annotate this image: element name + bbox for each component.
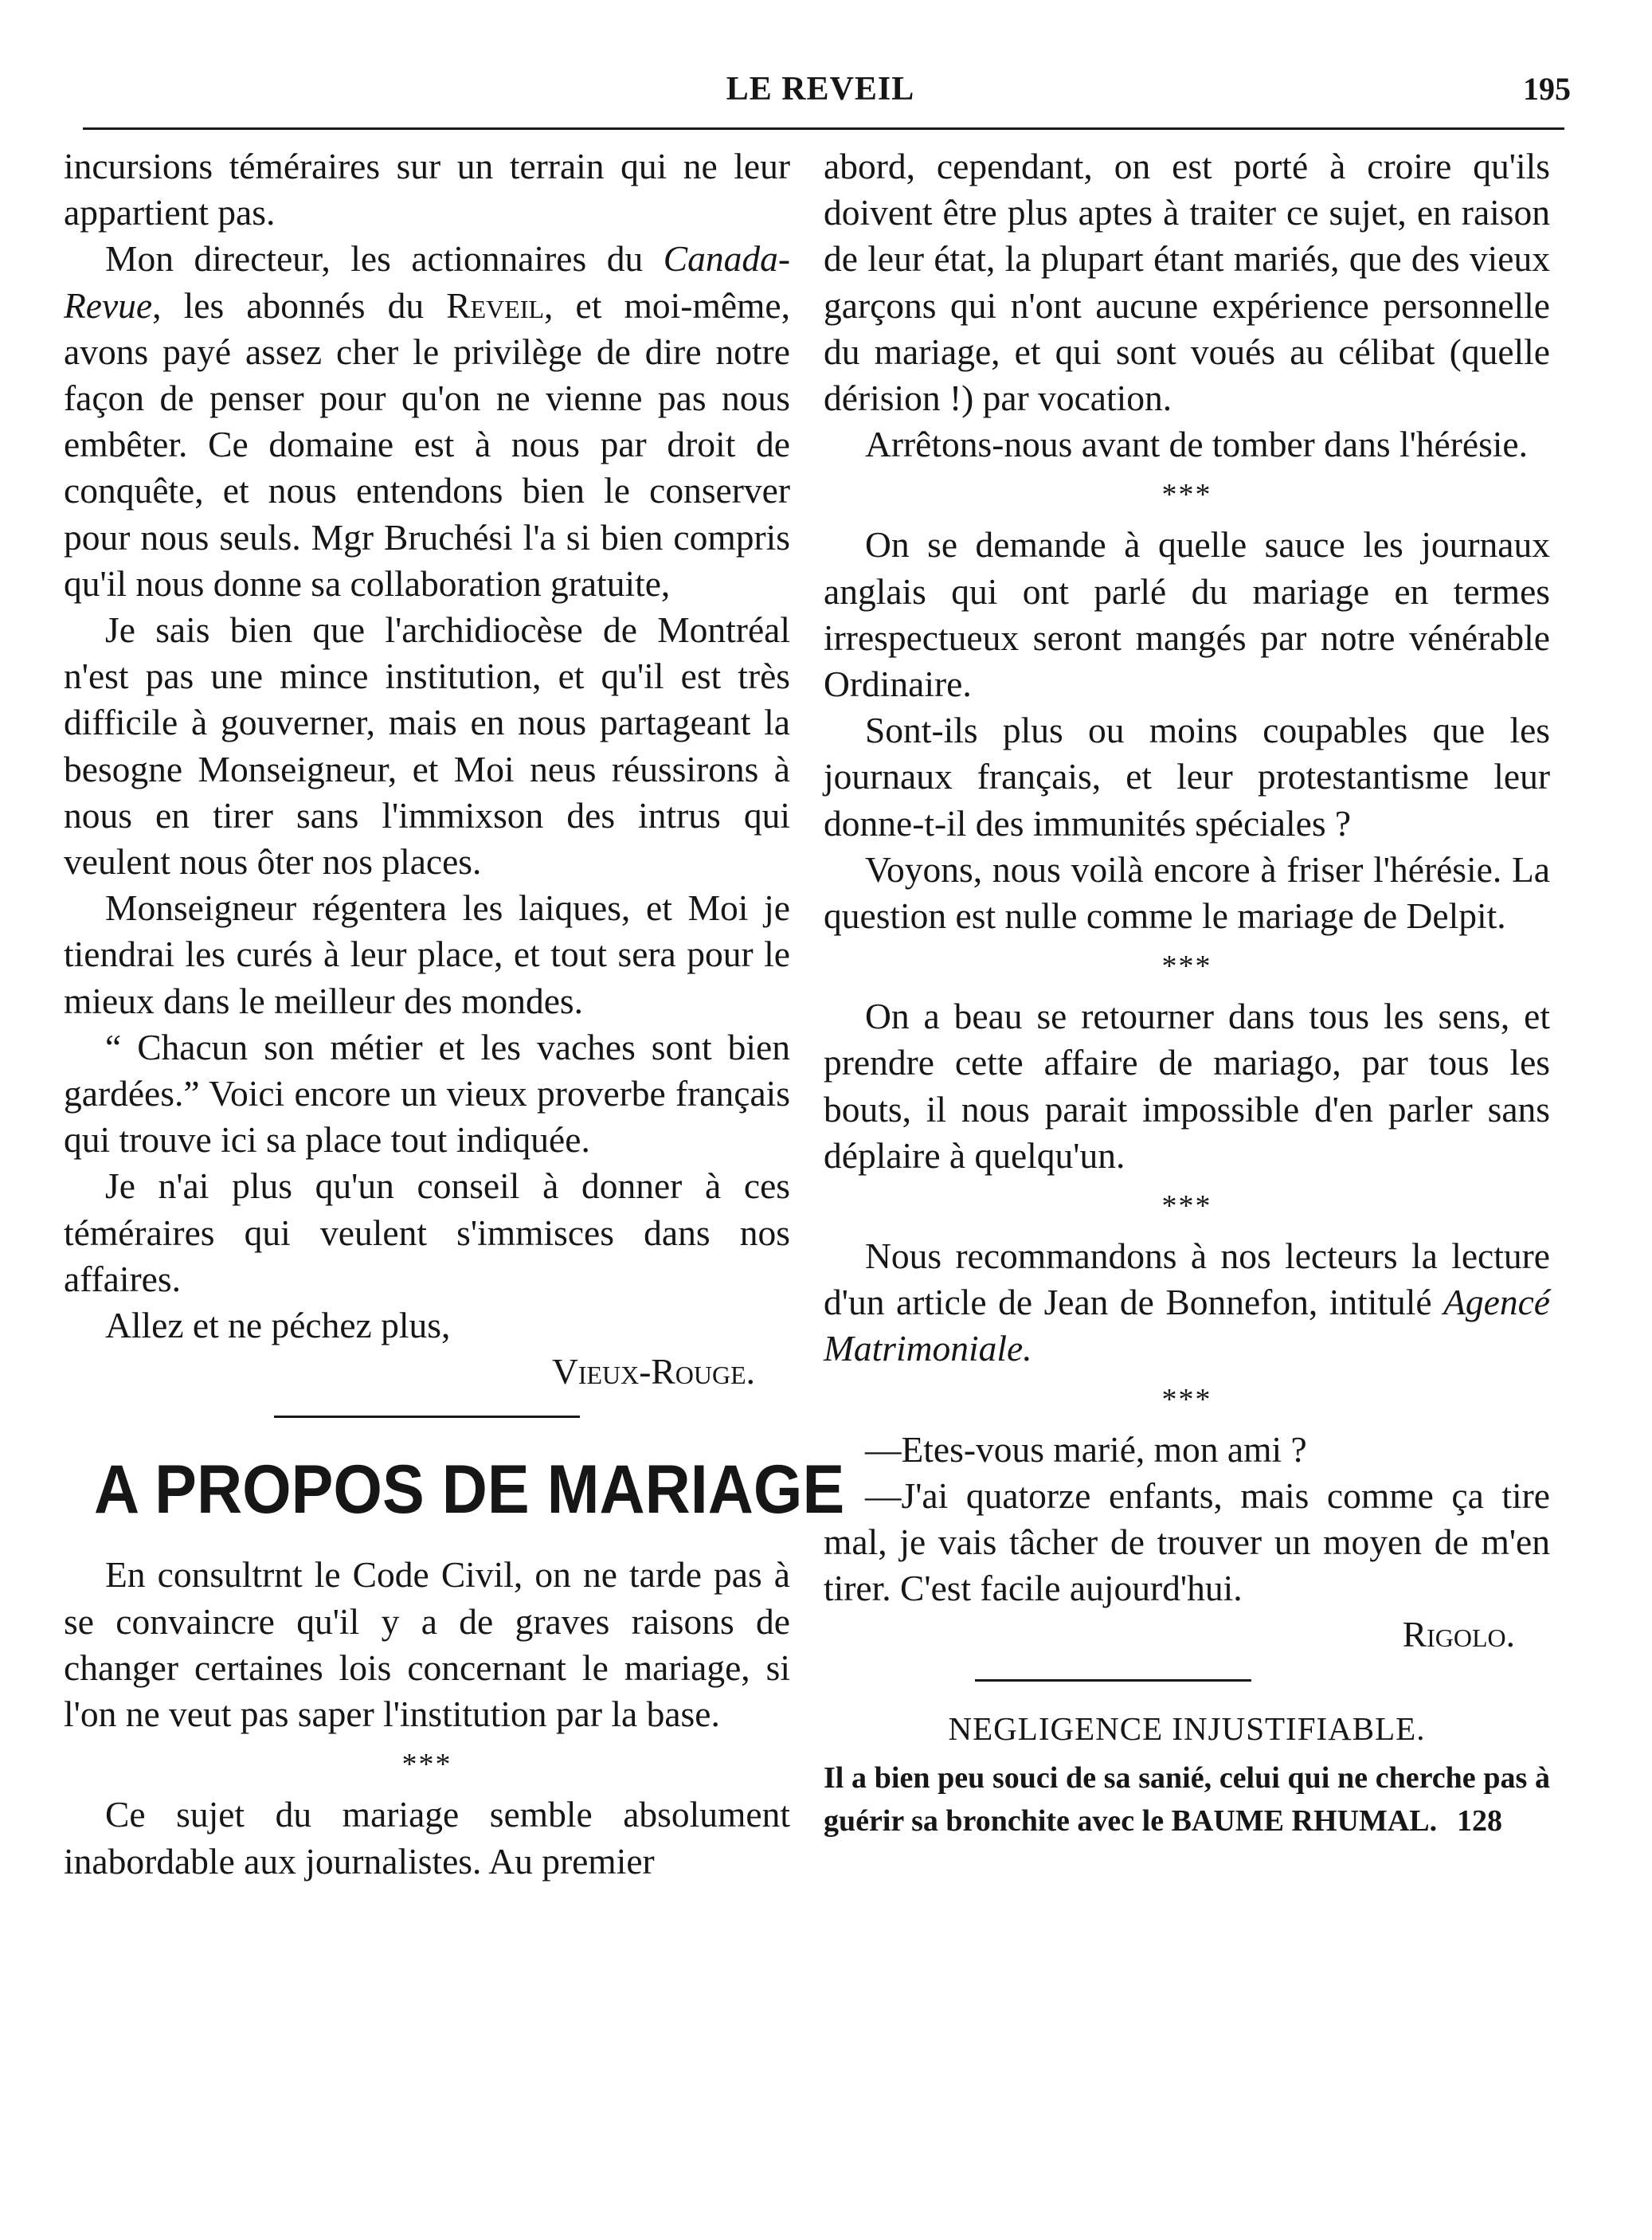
asterism: ***: [1161, 478, 1212, 512]
left-paragraph-6: Je n'ai plus qu'un conseil à donner à ces téméraires qui veulent s'immisces dans nos affaires.: [64, 1165, 790, 1299]
asterism: ***: [401, 1748, 452, 1782]
right-paragraph-3: On se demande à quelle sauce les journaux anglais qui ont parlé du mariage en termes irrespectueux seront mangés par notre vénérable Ordinaire.: [824, 524, 1550, 705]
publication-name: Canada-Revue: [64, 238, 790, 326]
article-title: Agencé Matrimoniale.: [824, 1282, 1550, 1369]
newspaper-name: Reveil: [446, 284, 545, 326]
running-header: [64, 70, 1577, 118]
right-signature: Rigolo.: [1402, 1614, 1515, 1655]
right-paragraph-1: abord, cependant, on est porté à croire qu'ils doivent être plus aptes à traiter ce sujet, en raison de leur état, la plupart étant mariés, que des vieux garçons qui n'ont aucune expérience personnelle du mariage, et qui sont voués au célibat (quelle dérision !) par vocation.: [824, 146, 1550, 419]
section-divider: [975, 1679, 1251, 1682]
advertisement-title: NEGLIGENCE INJUSTIFIABLE.: [948, 1709, 1426, 1747]
right-column: [824, 143, 1550, 1843]
left-paragraph-9: Ce sujet du mariage semble absolument inabordable aux journalistes. Au premier: [64, 1794, 790, 1882]
left-paragraph-5: “ Chacun son métier et les vaches sont bien gardées.” Voici encore un vieux proverbe français qui trouve ici sa place tout indiquée.: [64, 1026, 790, 1161]
right-paragraph-5: Voyons, nous voilà encore à friser l'hérésie. La question est nulle comme le mariage de Delpit.: [824, 848, 1550, 937]
left-column: [64, 143, 845, 1885]
section-divider: [274, 1416, 579, 1418]
right-paragraph-8: —Etes-vous marié, mon ami ?: [865, 1428, 1307, 1470]
left-paragraph-2-text-c: , et moi-même, avons payé assez cher le privilège de dire notre façon de penser pour qu'on ne vienne pas nous embêter. Ce domaine est à nous par droit de conquête, et nous entendons bien le conserver pour nous seuls. Mgr Bruchési l'a si bien compris qu'il nous donne sa collaboration gratuite,: [64, 284, 791, 604]
page-number: 195: [1523, 71, 1571, 107]
right-paragraph-6: On a beau se retourner dans tous les sens, et prendre cette affaire de mariago, par tous les bouts, il nous parait impossible d'en parler sans déplaire à quelqu'un.: [824, 996, 1550, 1176]
section-heading: A PROPOS DE MARIAGE: [94, 1451, 845, 1529]
left-paragraph-2: [64, 236, 790, 607]
running-title: LE REVEIL: [726, 71, 915, 108]
left-paragraph-2-text-a: Mon directeur, les actionnaires du: [105, 238, 664, 280]
right-paragraph-2: Arrêtons-nous avant de tomber dans l'hérésie.: [865, 424, 1528, 465]
advertisement-text: Il a bien peu souci de sa sanié, celui qui ne cherche pas à guérir sa bronchite avec le BAUME RHUMAL.: [824, 1760, 1550, 1838]
advertisement-code: 128: [1457, 1803, 1502, 1838]
left-paragraph-7: Allez et ne péchez plus,: [105, 1305, 451, 1346]
left-paragraph-4: Monseigneur régentera les laiques, et Moi je tiendrai les curés à leur place, et tout sera pour le mieux dans le meilleur des mondes.: [64, 887, 790, 1021]
header-rule: [83, 127, 1564, 130]
left-signature: Vieux-Rouge.: [551, 1351, 755, 1392]
asterism: ***: [1161, 1189, 1212, 1224]
asterism: ***: [1161, 950, 1212, 984]
left-paragraph-8: En consultrnt le Code Civil, on ne tarde pas à se convaincre qu'il y a de graves raisons de changer certaines lois concernant le mariage, si l'on ne veut pas saper l'institution par la base.: [64, 1554, 790, 1735]
right-paragraph-7: [824, 1233, 1550, 1373]
right-paragraph-9: —J'ai quatorze enfants, mais comme ça tire mal, je vais tâcher de trouver un moyen de m'en tirer. C'est facile aujourd'hui.: [824, 1474, 1550, 1609]
left-paragraph-3: Je sais bien que l'archidiocèse de Montréal n'est pas une mince institution, et qu'il est très difficile à gouverner, mais en nous partageant la besogne Monseigneur, et Moi neus réussirons à nous en tirer sans l'immixson des intrus qui veulent nous ôter nos places.: [64, 609, 790, 883]
right-paragraph-4: Sont-ils plus ou moins coupables que les journaux français, et leur protestantisme leur donne-t-il des immunités spéciales ?: [824, 710, 1550, 844]
right-paragraph-7-text: Nous recommandons à nos lecteurs la lecture d'un article de Jean de Bonnefon, intitulé: [824, 1236, 1550, 1323]
left-paragraph-2-text-b: , les abonnés du: [152, 284, 447, 326]
asterism: ***: [1161, 1382, 1212, 1416]
left-paragraph-1: incursions téméraires sur un terrain qui ne leur appartient pas.: [64, 146, 790, 233]
